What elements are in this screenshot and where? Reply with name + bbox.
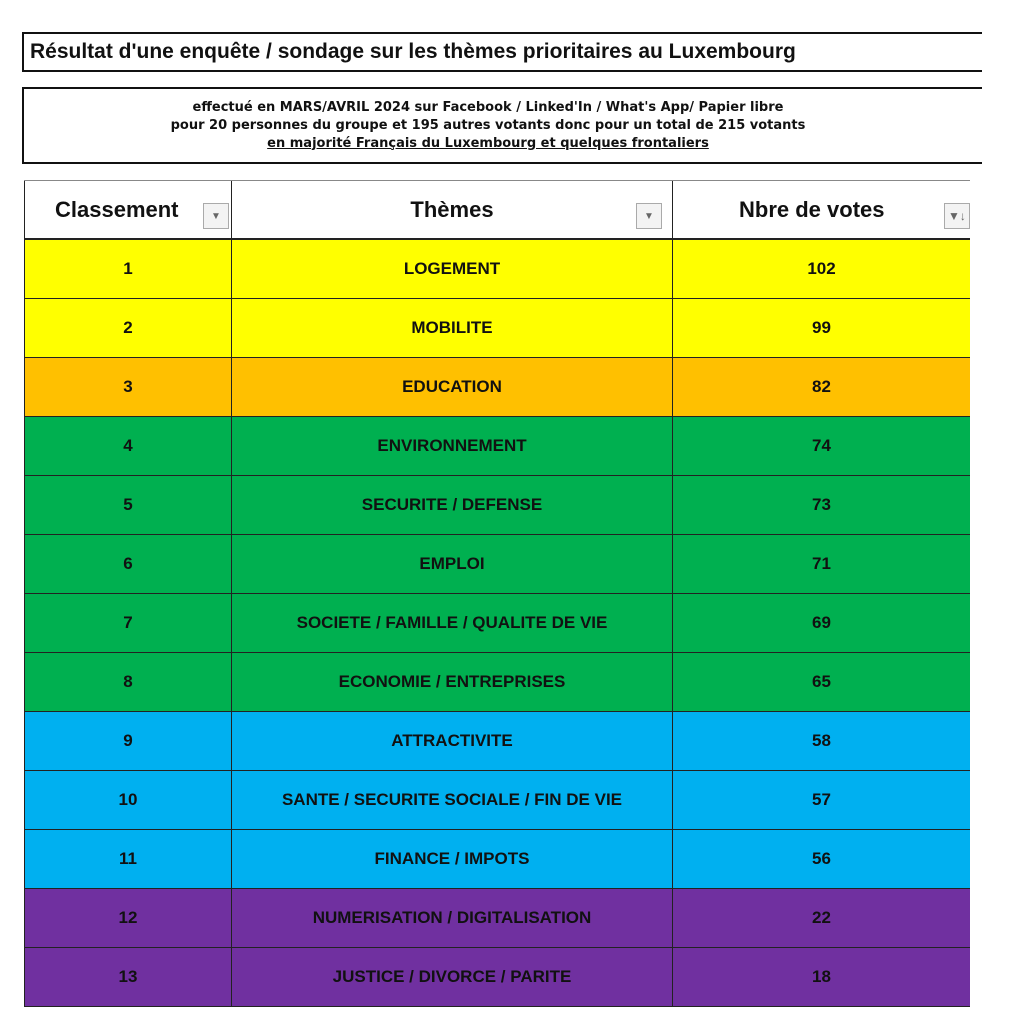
table-row: [24, 417, 970, 476]
theme-cell: SECURITE / DEFENSE: [231, 476, 672, 534]
theme-cell: LOGEMENT: [231, 240, 672, 298]
votes-cell: 71: [672, 535, 970, 593]
votes-cell: 22: [672, 889, 970, 947]
rank-cell: 3: [24, 358, 231, 416]
votes-cell: 73: [672, 476, 970, 534]
theme-cell: MOBILITE: [231, 299, 672, 357]
header-classement: [24, 181, 231, 238]
results-table: [24, 180, 970, 1007]
survey-description: [22, 87, 982, 164]
rank-cell: 9: [24, 712, 231, 770]
dropdown-filter-icon[interactable]: ▼: [203, 203, 229, 229]
rank-cell: 5: [24, 476, 231, 534]
table-row: [24, 653, 970, 712]
theme-cell: EDUCATION: [231, 358, 672, 416]
votes-cell: 69: [672, 594, 970, 652]
rank-cell: 1: [24, 240, 231, 298]
table-row: [24, 771, 970, 830]
header-label: Thèmes: [410, 196, 494, 222]
header-label: Classement: [55, 196, 179, 222]
votes-cell: 65: [672, 653, 970, 711]
theme-cell: ENVIRONNEMENT: [231, 417, 672, 475]
votes-cell: 57: [672, 771, 970, 829]
table-row: [24, 948, 970, 1007]
rank-cell: 12: [24, 889, 231, 947]
theme-cell: JUSTICE / DIVORCE / PARITE: [231, 948, 672, 1006]
header-nbre-votes: [672, 181, 970, 238]
description-line-1: effectué en MARS/AVRIL 2024 sur Facebook / Linked'In / What's App/ Papier libre: [192, 99, 784, 115]
rank-cell: 11: [24, 830, 231, 888]
table-row: [24, 299, 970, 358]
table-row: [24, 240, 970, 299]
description-line-3: en majorité Français du Luxembourg et quelques frontaliers: [267, 135, 709, 151]
votes-cell: 99: [672, 299, 970, 357]
votes-cell: 74: [672, 417, 970, 475]
theme-cell: ECONOMIE / ENTREPRISES: [231, 653, 672, 711]
dropdown-filter-icon[interactable]: ▼: [636, 203, 662, 229]
rank-cell: 10: [24, 771, 231, 829]
rank-cell: 2: [24, 299, 231, 357]
rank-cell: 7: [24, 594, 231, 652]
rank-cell: 6: [24, 535, 231, 593]
votes-cell: 82: [672, 358, 970, 416]
table-row: [24, 535, 970, 594]
table-header-row: [24, 180, 970, 240]
votes-cell: 18: [672, 948, 970, 1006]
table-row: [24, 830, 970, 889]
theme-cell: FINANCE / IMPOTS: [231, 830, 672, 888]
votes-cell: 56: [672, 830, 970, 888]
votes-cell: 58: [672, 712, 970, 770]
table-row: [24, 594, 970, 653]
table-row: [24, 889, 970, 948]
page-title: Résultat d'une enquête / sondage sur les thèmes prioritaires au Luxembourg: [22, 32, 982, 72]
rank-cell: 13: [24, 948, 231, 1006]
votes-cell: 102: [672, 240, 970, 298]
rank-cell: 4: [24, 417, 231, 475]
header-label: Nbre de votes: [739, 196, 885, 222]
table-row: [24, 476, 970, 535]
theme-cell: ATTRACTIVITE: [231, 712, 672, 770]
sort-descending-filter-icon[interactable]: ▼↓: [944, 203, 970, 229]
table-row: [24, 712, 970, 771]
header-themes: [231, 181, 672, 238]
theme-cell: SANTE / SECURITE SOCIALE / FIN DE VIE: [231, 771, 672, 829]
theme-cell: SOCIETE / FAMILLE / QUALITE DE VIE: [231, 594, 672, 652]
theme-cell: NUMERISATION / DIGITALISATION: [231, 889, 672, 947]
theme-cell: EMPLOI: [231, 535, 672, 593]
rank-cell: 8: [24, 653, 231, 711]
description-line-2: pour 20 personnes du groupe et 195 autres votants donc pour un total de 215 votants: [170, 117, 806, 133]
table-row: [24, 358, 970, 417]
